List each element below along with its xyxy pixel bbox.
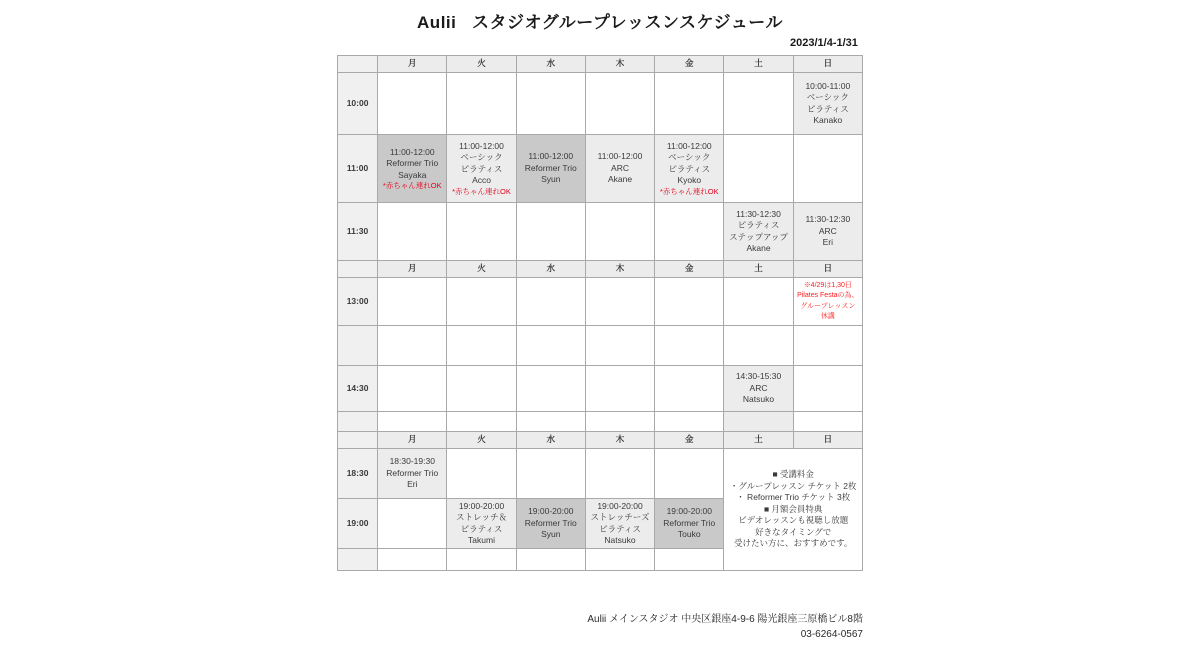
notice-line2: Pilates Festaの為、	[797, 292, 859, 299]
lesson-time: 19:00-20:00	[597, 500, 643, 511]
slot-sat-1500[interactable]	[724, 412, 793, 432]
info-line5: ビデオレッスンも視聴し放題	[738, 515, 849, 526]
date-range: 2023/1/4-1/31	[790, 37, 858, 49]
lesson-time: 11:00-12:00	[666, 140, 712, 151]
day-header3-thu: 木	[585, 432, 654, 449]
title-text: スタジオグループレッスンスケジュール	[472, 13, 783, 32]
day-header2-mon: 月	[378, 261, 447, 278]
slot-wed-1100[interactable]	[516, 135, 585, 203]
notice-line1: ※4/29は1,30日	[803, 281, 852, 289]
lesson-name-line2: ピラティス	[460, 523, 503, 534]
slot-wed-1830[interactable]	[516, 449, 585, 499]
lesson-name-line1: ARC	[611, 162, 629, 173]
table-row	[338, 73, 863, 135]
day-header-fri: 金	[655, 56, 724, 73]
lesson-time: 11:30-12:30	[805, 214, 851, 225]
page-title	[0, 0, 1200, 33]
day-header-tue: 火	[447, 56, 516, 73]
time-label-blank	[338, 549, 378, 571]
table-row	[338, 366, 863, 412]
slot-tue-1330[interactable]	[447, 326, 516, 366]
slot-wed-1000[interactable]	[516, 73, 585, 135]
info-line7: 受けたい方に、おすすめです。	[733, 538, 853, 549]
time-label-blank	[338, 412, 378, 432]
lesson-time: 19:00-20:00	[528, 506, 574, 517]
slot-mon-1930[interactable]	[378, 549, 447, 571]
lesson-time: 19:00-20:00	[458, 500, 505, 511]
time-label-1430: 14:30	[338, 366, 378, 412]
lesson-name-line1: ストレッチ＆	[456, 512, 507, 523]
notice-line3: グループレッスン	[800, 302, 856, 310]
slot-sun-1300-notice[interactable]	[793, 278, 862, 326]
lesson-instructor: Eri	[822, 237, 834, 248]
lesson-instructor: Touko	[677, 529, 701, 540]
time-label-1000: 10:00	[338, 73, 378, 135]
lesson-time: 11:00-12:00	[597, 151, 643, 162]
lesson-instructor: Sayaka	[398, 169, 427, 180]
slot-wed-1430[interactable]	[516, 366, 585, 412]
lesson-time: 11:00-12:00	[389, 146, 435, 157]
table-row	[338, 326, 863, 366]
lesson-instructor: Akane	[607, 174, 633, 185]
slot-mon-1100[interactable]	[378, 135, 447, 203]
slot-fri-1930[interactable]	[655, 549, 724, 571]
info-box	[724, 449, 863, 571]
slot-tue-1300[interactable]	[447, 278, 516, 326]
slot-tue-1130[interactable]	[447, 203, 516, 261]
slot-sun-1130[interactable]	[793, 203, 862, 261]
slot-fri-1430[interactable]	[655, 366, 724, 412]
lesson-name-line1: Reformer Trio	[663, 517, 716, 528]
day-header-mon: 月	[378, 56, 447, 73]
slot-tue-1000[interactable]	[447, 73, 516, 135]
slot-sun-1500[interactable]	[793, 412, 862, 432]
slot-tue-1100[interactable]	[447, 135, 516, 203]
lesson-time: 19:00-20:00	[666, 506, 712, 517]
lesson-name-line1: Reformer Trio	[386, 158, 439, 169]
slot-fri-1000[interactable]	[655, 73, 724, 135]
day-header2-sat: 土	[724, 261, 793, 278]
lesson-instructor: Natsuko	[604, 534, 636, 545]
day-header3-tue: 火	[447, 432, 516, 449]
info-line2: ・グループレッスン チケット 2枚	[729, 480, 857, 491]
lesson-name-line1: Reformer Trio	[524, 517, 577, 528]
table-row	[338, 432, 863, 449]
day-header2-thu: 木	[585, 261, 654, 278]
footer-phone: 03-6264-0567	[800, 629, 863, 640]
lesson-instructor: Eri	[407, 479, 418, 490]
lesson-name-line1: ARC	[749, 382, 768, 393]
lesson-instructor: Akane	[746, 242, 771, 253]
day-header-sat: 土	[724, 56, 793, 73]
slot-sat-1300[interactable]	[724, 278, 793, 326]
table-row	[338, 278, 863, 326]
slot-thu-1930[interactable]	[585, 549, 654, 571]
slot-thu-1100[interactable]	[585, 135, 654, 203]
day-header-thu: 木	[585, 56, 654, 73]
day-header2-wed: 水	[516, 261, 585, 278]
lesson-time: 11:30-12:30	[736, 208, 781, 219]
day-header3-sat: 土	[724, 432, 793, 449]
slot-mon-1830[interactable]	[378, 449, 447, 499]
lesson-name-line1: ベーシック	[668, 152, 711, 163]
day-header3-fri: 金	[655, 432, 724, 449]
info-line1: ■ 受講料金	[772, 469, 814, 480]
slot-sun-1430[interactable]	[793, 366, 862, 412]
info-line3: ・ Reformer Trio チケット 3枚	[736, 492, 851, 503]
slot-wed-1900[interactable]	[516, 499, 585, 549]
lesson-instructor: Kyoko	[677, 175, 702, 186]
lesson-time: 18:30-19:30	[389, 456, 435, 467]
lesson-time: 11:00-12:00	[459, 140, 504, 151]
slot-thu-1830[interactable]	[585, 449, 654, 499]
lesson-time: 14:30-15:30	[735, 371, 782, 382]
slot-thu-1000[interactable]	[585, 73, 654, 135]
lesson-name-line1: Reformer Trio	[524, 162, 577, 173]
notice-line4: 休講	[820, 313, 835, 320]
lesson-name-line2: ピラティス	[599, 523, 641, 534]
lesson-time: 10:00-11:00	[805, 80, 851, 91]
slot-mon-1000[interactable]	[378, 73, 447, 135]
lesson-note: *赤ちゃん連れOK	[382, 181, 442, 191]
slot-mon-1900[interactable]	[378, 499, 447, 549]
slot-tue-1500[interactable]	[447, 412, 516, 432]
day-header3-sun: 日	[793, 432, 862, 449]
day-header2-sun: 日	[793, 261, 862, 278]
time-label-1130: 11:30	[338, 203, 378, 261]
lesson-name-line1: Reformer Trio	[386, 467, 439, 478]
slot-sun-1100[interactable]	[793, 135, 862, 203]
day-header2-fri: 金	[655, 261, 724, 278]
time-label-1830: 18:30	[338, 449, 378, 499]
slot-thu-1430[interactable]	[585, 366, 654, 412]
day-header3-wed: 水	[516, 432, 585, 449]
corner-cell	[338, 432, 378, 449]
slot-sat-1430[interactable]	[724, 366, 793, 412]
day-header-sun: 日	[793, 56, 862, 73]
slot-tue-1830[interactable]	[447, 449, 516, 499]
info-line6: 好きなタイミングで	[755, 526, 832, 537]
slot-thu-1330[interactable]	[585, 326, 654, 366]
table-row	[338, 261, 863, 278]
lesson-instructor: Natsuko	[742, 394, 775, 405]
slot-mon-1300[interactable]	[378, 278, 447, 326]
slot-fri-1500[interactable]	[655, 412, 724, 432]
table-row	[338, 56, 863, 73]
lesson-name-line2: ピラティス	[668, 163, 711, 174]
day-header-wed: 水	[516, 56, 585, 73]
lesson-instructor: Acco	[472, 175, 491, 186]
slot-tue-1430[interactable]	[447, 366, 516, 412]
slot-sat-1330[interactable]	[724, 326, 793, 366]
time-label-1900: 19:00	[338, 499, 378, 549]
lesson-note: *赤ちゃん連れOK	[659, 186, 719, 196]
slot-fri-1100[interactable]	[655, 135, 724, 203]
time-label-1100: 11:00	[338, 135, 378, 203]
footer-address: Aulii メインスタジオ 中央区銀座4-9-6 陽光銀座三原橋ビル8階	[587, 614, 863, 625]
table-row	[338, 203, 863, 261]
slot-wed-1930[interactable]	[516, 549, 585, 571]
day-header3-mon: 月	[378, 432, 447, 449]
schedule-table	[337, 55, 863, 571]
slot-wed-1130[interactable]	[516, 203, 585, 261]
slot-thu-1130[interactable]	[585, 203, 654, 261]
lesson-note: *赤ちゃん連れOK	[452, 186, 511, 196]
lesson-instructor: Syun	[541, 174, 561, 185]
corner-cell	[338, 261, 378, 278]
lesson-name-line1: ARC	[818, 225, 837, 236]
slot-sat-1130[interactable]	[724, 203, 793, 261]
info-line4: ■ 月額会員特典	[763, 503, 823, 514]
table-row	[338, 412, 863, 432]
lesson-name-line1: ストレッチーズ	[590, 512, 650, 523]
lesson-instructor: Kanako	[813, 114, 843, 125]
slot-fri-1830[interactable]	[655, 449, 724, 499]
lesson-name-line2: ステップアップ	[729, 231, 788, 242]
slot-thu-1900[interactable]	[585, 499, 654, 549]
lesson-time: 11:00-12:00	[528, 151, 574, 162]
lesson-name-line1: ベーシック	[460, 152, 503, 163]
day-header2-tue: 火	[447, 261, 516, 278]
time-label-1300: 13:00	[338, 278, 378, 326]
corner-cell	[338, 56, 378, 73]
lesson-name-line2: ピラティス	[806, 103, 849, 114]
slot-tue-1930[interactable]	[447, 549, 516, 571]
slot-wed-1500[interactable]	[516, 412, 585, 432]
lesson-instructor: Takumi	[468, 534, 495, 545]
slot-mon-1130[interactable]	[378, 203, 447, 261]
slot-wed-1300[interactable]	[516, 278, 585, 326]
footer	[587, 612, 863, 642]
slot-thu-1500[interactable]	[585, 412, 654, 432]
table-row	[338, 135, 863, 203]
brand-name: Aulii	[417, 13, 457, 32]
lesson-name-line1: ピラティス	[737, 220, 780, 231]
slot-wed-1330[interactable]	[516, 326, 585, 366]
slot-fri-1900[interactable]	[655, 499, 724, 549]
lesson-name-line2: ピラティス	[460, 163, 503, 174]
table-row	[338, 449, 863, 499]
slot-mon-1330[interactable]	[378, 326, 447, 366]
lesson-instructor: Syun	[541, 529, 561, 540]
lesson-name-line1: ベーシック	[806, 92, 849, 103]
slot-mon-1430[interactable]	[378, 366, 447, 412]
slot-sat-1100[interactable]	[724, 135, 793, 203]
slot-mon-1500[interactable]	[378, 412, 447, 432]
slot-thu-1300[interactable]	[585, 278, 654, 326]
slot-fri-1130[interactable]	[655, 203, 724, 261]
time-label-blank	[338, 326, 378, 366]
slot-fri-1330[interactable]	[655, 326, 724, 366]
slot-sat-1000[interactable]	[724, 73, 793, 135]
slot-sun-1330[interactable]	[793, 326, 862, 366]
slot-tue-1900[interactable]	[447, 499, 516, 549]
slot-fri-1300[interactable]	[655, 278, 724, 326]
slot-sun-1000[interactable]	[793, 73, 862, 135]
